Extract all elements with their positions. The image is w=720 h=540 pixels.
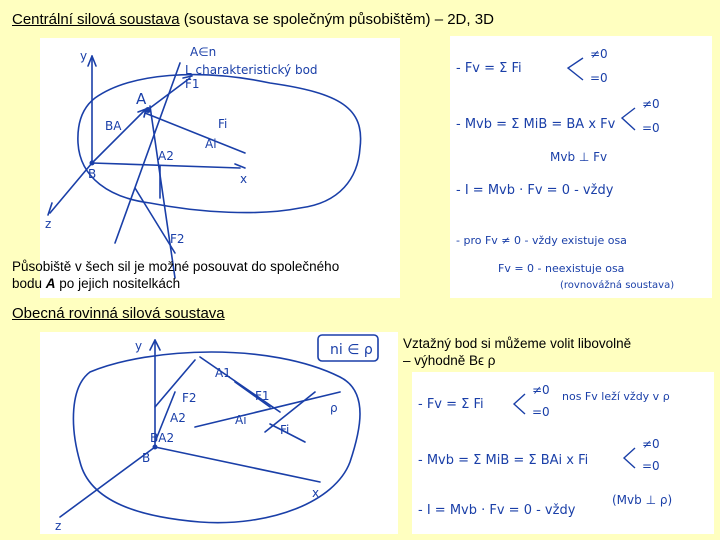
section2-title (12, 305, 225, 322)
sketch1-label-ba: BA (105, 119, 122, 133)
equations-planar-system (412, 372, 714, 534)
section1-note-line2 (12, 275, 402, 292)
sketch2-label-f1: F1 (255, 389, 270, 403)
section1-note (12, 258, 402, 292)
sketch1-label-a-set: A∈n (190, 45, 217, 59)
sketch2-label-ai: Ai (235, 413, 247, 427)
sketch1-label-x: x (240, 172, 248, 186)
sketch1-label-f2: F2 (170, 232, 185, 246)
eq2-3-note: (Mvb ⊥ ρ) (612, 493, 673, 507)
eq2-sub: Mvb ⊥ Fv (550, 150, 608, 164)
eq4-text: - pro Fv ≠ 0 - vždy existuje osa (456, 234, 627, 247)
sketch1-label-char-point: L charakteristický bod (185, 63, 318, 77)
eq1-right-top: ≠0 (590, 47, 608, 61)
sketch1-label-a: A (136, 90, 147, 108)
sketch2-label-a2: A2 (170, 411, 186, 425)
sketch-planar-system (40, 332, 398, 534)
section1-note-line2-prefix: bodu (12, 276, 46, 291)
section1-title-underlined: Centrální silová soustava (12, 11, 180, 28)
eq2-2-text: - Mvb = Σ MiB = Σ BAi x Fi (418, 453, 589, 468)
sketch2-label-f2: F2 (182, 391, 197, 405)
sketch2-label-ni: ni ∈ ρ (330, 342, 373, 358)
section2-note-line2: – výhodně Bϵ ρ (403, 353, 496, 368)
eq1-text: - Fv = Σ Fi (456, 61, 522, 76)
sketch2-label-ba2: BA2 (150, 431, 175, 445)
section1-note-line1: Působiště v šech sil je možné posouvat do společného (12, 259, 340, 274)
eq1-right-bottom: =0 (590, 71, 608, 85)
sketch1-label-b: B (88, 167, 97, 181)
section1-title (12, 11, 494, 28)
section1-title-rest: (soustava se společným působištěm) – 2D, 3D (179, 11, 494, 28)
section2-note (403, 335, 703, 369)
sketch2-label-z: z (55, 519, 62, 533)
eq2-right-top: ≠0 (642, 97, 660, 111)
section2-title-text: Obecná rovinná silová soustava (12, 305, 225, 322)
sketch1-label-ai: Ai (205, 137, 217, 151)
eq2-3-text: - I = Mvb · Fv = 0 - vždy (418, 503, 576, 518)
sketch2-label-rho: ρ (330, 401, 338, 415)
sketch1-label-z: z (45, 217, 52, 231)
eq2-2-right-bottom: =0 (642, 459, 660, 473)
equations-planar-system-drawing (412, 372, 714, 534)
sketch-planar-system-drawing (40, 332, 398, 534)
sketch2-label-a1: A1 (215, 366, 231, 380)
sketch2-label-y: y (135, 339, 143, 353)
sketch2-label-x: x (312, 486, 320, 500)
section2-note-line1: Vztažný bod si můžeme volit libovolně (403, 336, 632, 351)
sketch1-label-a2: A2 (158, 149, 174, 163)
sketch2-label-fi: Fi (280, 423, 290, 437)
eq2-1-right-top: ≠0 (532, 383, 550, 397)
eq2-right-bottom: =0 (642, 121, 660, 135)
equations-central-system (450, 36, 712, 298)
sketch1-label-fi: Fi (218, 117, 228, 131)
eq2-1-right-bottom: =0 (532, 405, 550, 419)
section1-note-line2-suffix: po jejich nositelkách (55, 276, 181, 291)
sketch1-label-y: y (80, 49, 88, 63)
section1-note-point-a: A (45, 276, 56, 291)
sketch2-label-b: B (142, 451, 151, 465)
eq2-1-text: - Fv = Σ Fi (418, 397, 484, 412)
eq2-text: - Mvb = Σ MiB = BA x Fv (456, 117, 616, 132)
eq2-2-right-top: ≠0 (642, 437, 660, 451)
eq2-1-note: nos Fv leží vždy v ρ (562, 390, 670, 403)
equations-central-system-drawing (450, 36, 712, 298)
eq5-text: Fv = 0 - neexistuje osa (498, 262, 625, 275)
sketch1-label-f1: F1 (185, 77, 200, 91)
eq3-text: - I = Mvb · Fv = 0 - vždy (456, 183, 614, 198)
eq5-sub: (rovnovážná soustava) (560, 280, 675, 291)
